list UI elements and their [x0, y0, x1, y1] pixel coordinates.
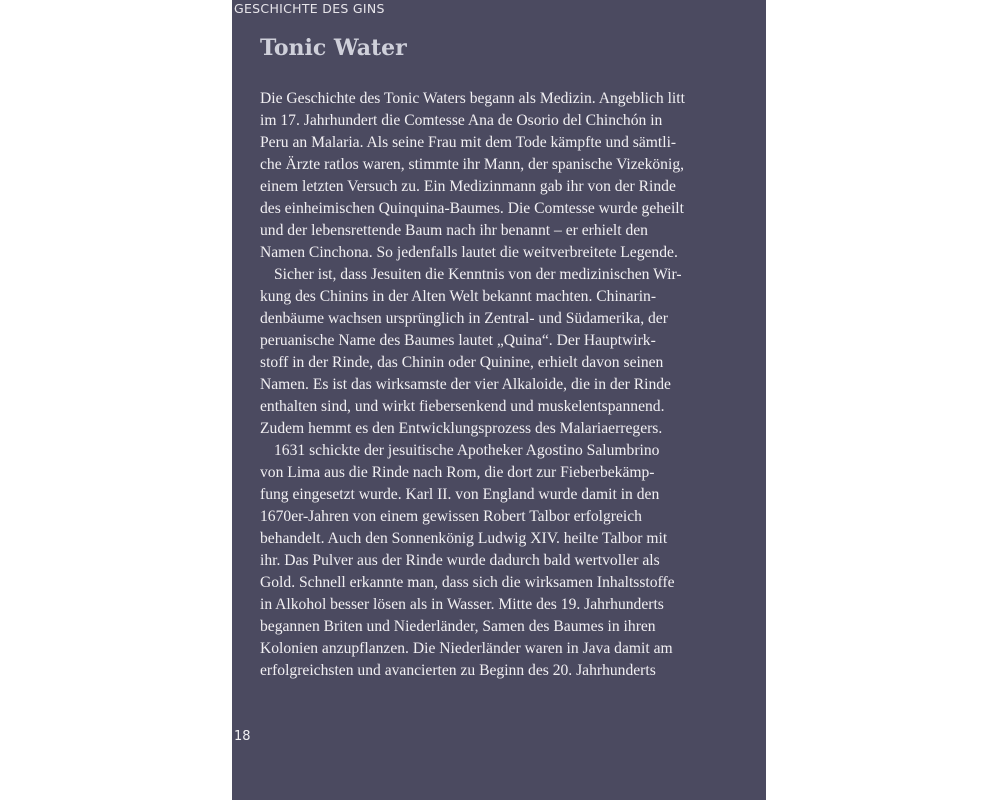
text-line: 1670er-Jahren von einem gewissen Robert Talbor erfolgreich [260, 508, 642, 525]
text-line: Sicher ist, dass Jesuiten die Kenntnis von der medizinischen Wir- [274, 266, 682, 283]
text-line: che Ärzte ratlos waren, stimmte ihr Mann, der spanische Vizekönig, [260, 156, 685, 173]
text-line: Die Geschichte des Tonic Waters begann als Medizin. Angeblich litt [260, 90, 685, 107]
text-line: denbäume wachsen ursprünglich in Zentral- und Südamerika, der [260, 310, 668, 327]
book-page [232, 0, 766, 800]
text-line: ihr. Das Pulver aus der Rinde wurde dadurch bald wertvoller als [260, 552, 660, 569]
text-line: im 17. Jahrhundert die Comtesse Ana de Osorio del Chinchón in [260, 112, 663, 129]
text-line: Zudem hemmt es den Entwicklungsprozess des Malariaerregers. [260, 420, 663, 437]
text-line: Peru an Malaria. Als seine Frau mit dem Tode kämpfte und sämtli- [260, 134, 677, 151]
text-line: Namen Cinchona. So jedenfalls lautet die weitverbreitete Legende. [260, 244, 678, 261]
page-title: Tonic Water [260, 35, 407, 61]
text-line: einem letzten Versuch zu. Ein Medizinmann gab ihr von der Rinde [260, 178, 676, 195]
text-line: fung eingesetzt wurde. Karl II. von England wurde damit in den [260, 486, 660, 503]
text-line: von Lima aus die Rinde nach Rom, die dort zur Fieberbekämp- [260, 464, 655, 481]
text-line: und der lebensrettende Baum nach ihr benannt – er erhielt den [260, 222, 648, 239]
text-line: des einheimischen Quinquina-Baumes. Die Comtesse wurde geheilt [260, 200, 684, 217]
text-line: in Alkohol besser lösen als in Wasser. Mitte des 19. Jahrhunderts [260, 596, 664, 613]
text-line: 1631 schickte der jesuitische Apotheker Agostino Salumbrino [274, 442, 660, 459]
text-line: erfolgreichsten und avancierten zu Beginn des 20. Jahrhunderts [260, 662, 656, 679]
text-line: kung des Chinins in der Alten Welt bekannt machten. Chinarin- [260, 288, 657, 305]
text-line: Gold. Schnell erkannte man, dass sich die wirksamen Inhaltsstoffe [260, 574, 675, 591]
text-line: enthalten sind, und wirkt fiebersenkend und muskelentspannend. [260, 398, 665, 415]
body-text [260, 88, 705, 682]
running-head: GESCHICHTE DES GINS [234, 1, 385, 16]
text-line: begannen Briten und Niederländer, Samen des Baumes in ihren [260, 618, 656, 635]
text-line: Kolonien anzupflanzen. Die Niederländer waren in Java damit am [260, 640, 673, 657]
text-line: stoff in der Rinde, das Chinin oder Quinine, erhielt davon seinen [260, 354, 664, 371]
page-number: 18 [234, 729, 251, 744]
text-line: Namen. Es ist das wirksamste der vier Alkaloide, die in der Rinde [260, 376, 671, 393]
text-line: behandelt. Auch den Sonnenkönig Ludwig XIV. heilte Talbor mit [260, 530, 668, 547]
text-line: peruanische Name des Baumes lautet „Quina“. Der Hauptwirk- [260, 332, 656, 349]
